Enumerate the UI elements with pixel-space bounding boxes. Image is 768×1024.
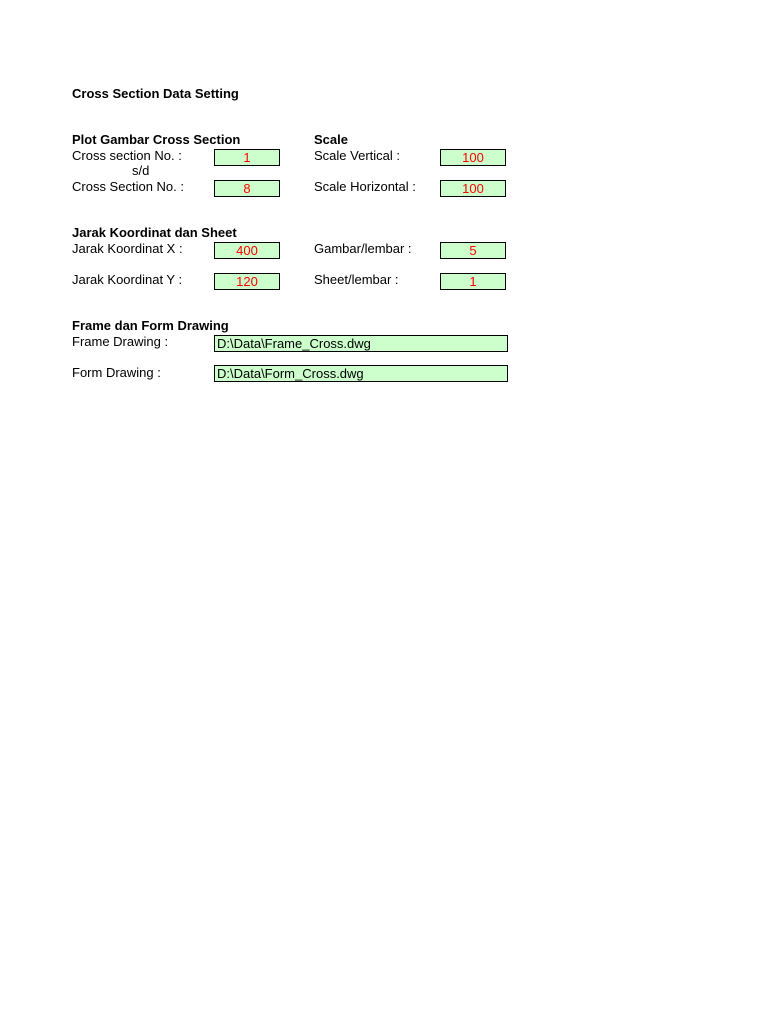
frame-drawing-label: Frame Drawing : (72, 334, 169, 349)
plot-section-heading: Plot Gambar Cross Section (72, 132, 241, 147)
page-title: Cross Section Data Setting (72, 86, 239, 101)
coordinate-x-label: Jarak Koordinat X : (72, 241, 183, 256)
cross-section-end-field[interactable] (214, 180, 280, 197)
scale-vertical-field[interactable] (440, 149, 506, 166)
sheet-per-page-field[interactable] (440, 273, 506, 290)
sheet-per-page-label: Sheet/lembar : (314, 272, 399, 287)
scale-vertical-label: Scale Vertical : (314, 148, 400, 163)
coordinate-section-heading: Jarak Koordinat dan Sheet (72, 225, 237, 240)
form-drawing-path-field[interactable] (214, 365, 508, 382)
form-drawing-label: Form Drawing : (72, 365, 161, 380)
cross-section-end-label: Cross Section No. : (72, 179, 184, 194)
frame-drawing-path-field[interactable] (214, 335, 508, 352)
range-separator: s/d (132, 163, 150, 178)
coordinate-y-field[interactable] (214, 273, 280, 290)
cross-section-start-label: Cross section No. : (72, 148, 182, 163)
scale-horizontal-label: Scale Horizontal : (314, 179, 416, 194)
scale-heading: Scale (314, 132, 348, 147)
coordinate-y-label: Jarak Koordinat Y : (72, 272, 183, 287)
frame-form-section-heading: Frame dan Form Drawing (72, 318, 229, 333)
coordinate-x-field[interactable] (214, 242, 280, 259)
drawings-per-sheet-label: Gambar/lembar : (314, 241, 412, 256)
cross-section-start-field[interactable] (214, 149, 280, 166)
drawings-per-sheet-field[interactable] (440, 242, 506, 259)
scale-horizontal-field[interactable] (440, 180, 506, 197)
